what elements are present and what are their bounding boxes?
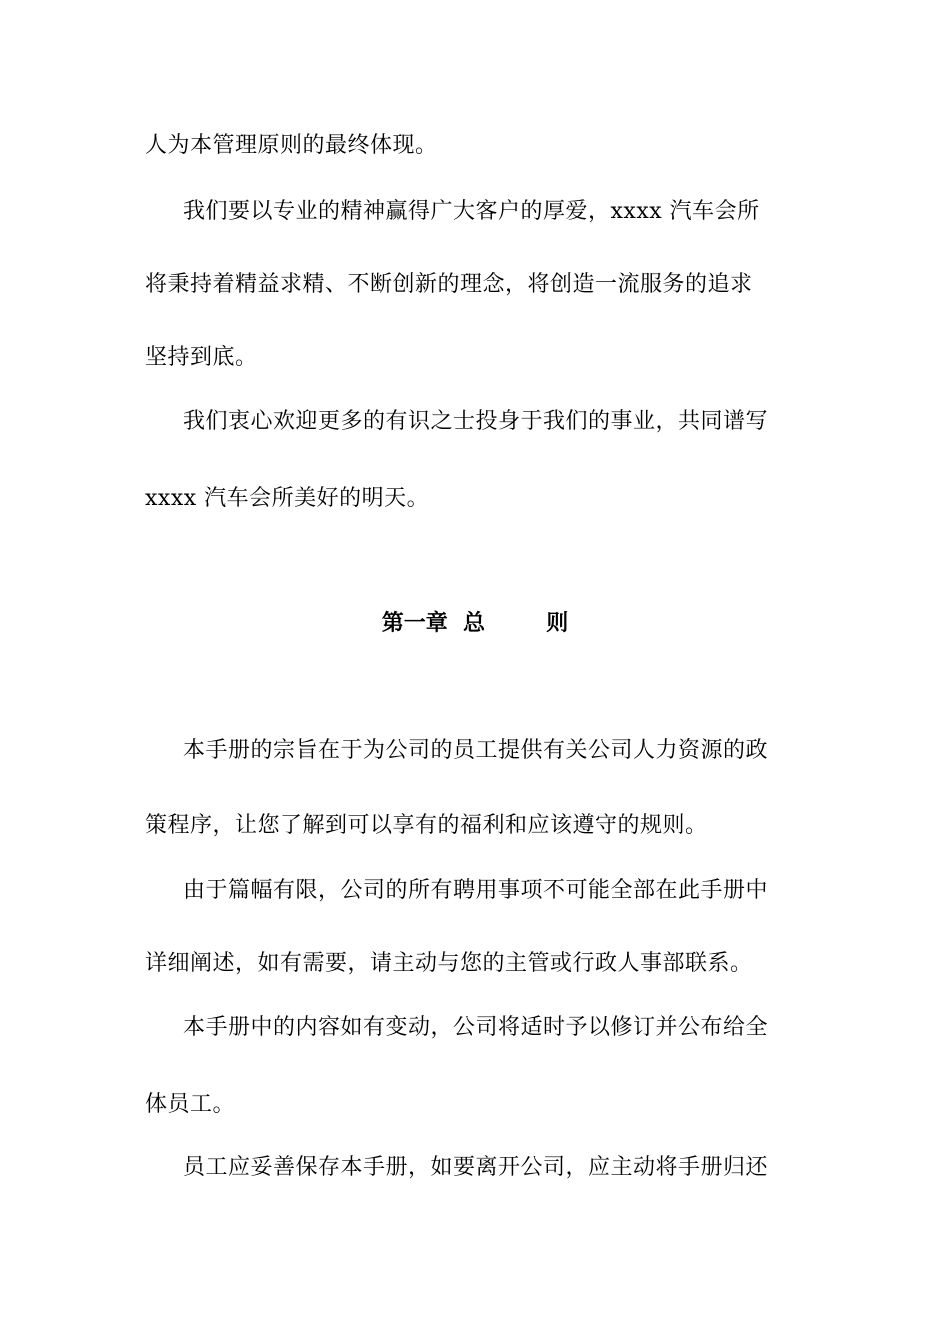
paragraph-line: xxxx 汽车会所美好的明天。 bbox=[145, 486, 430, 511]
paragraph-line: 员工应妥善保存本手册，如要离开公司，应主动将手册归还 bbox=[183, 1155, 769, 1180]
paragraph-line: 坚持到底。 bbox=[145, 345, 258, 370]
paragraph-line: 体员工。 bbox=[145, 1092, 236, 1117]
paragraph-line: 详细阐述，如有需要，请主动与您的主管或行政人事部联系。 bbox=[145, 951, 753, 976]
paragraph-line: 由于篇幅有限，公司的所有聘用事项不可能全部在此手册中 bbox=[183, 878, 769, 903]
paragraph-line: 策程序，让您了解到可以享有的福利和应该遵守的规则。 bbox=[145, 813, 708, 838]
paragraph-line: 本手册的宗旨在于为公司的员工提供有关公司人力资源的政 bbox=[183, 738, 769, 763]
paragraph-line: 人为本管理原则的最终体现。 bbox=[145, 133, 438, 158]
chapter-title: 第一章 总 则 bbox=[381, 611, 569, 636]
paragraph-line: 本手册中的内容如有变动，公司将适时予以修订并公布给全 bbox=[183, 1015, 769, 1040]
paragraph-line: 我们要以专业的精神赢得广大客户的厚爱，xxxx 汽车会所 bbox=[183, 199, 760, 224]
paragraph-line: 将秉持着精益求精、不断创新的理念，将创造一流服务的追求 bbox=[145, 272, 753, 297]
paragraph-line: 我们衷心欢迎更多的有识之士投身于我们的事业，共同谱写 bbox=[183, 409, 769, 434]
